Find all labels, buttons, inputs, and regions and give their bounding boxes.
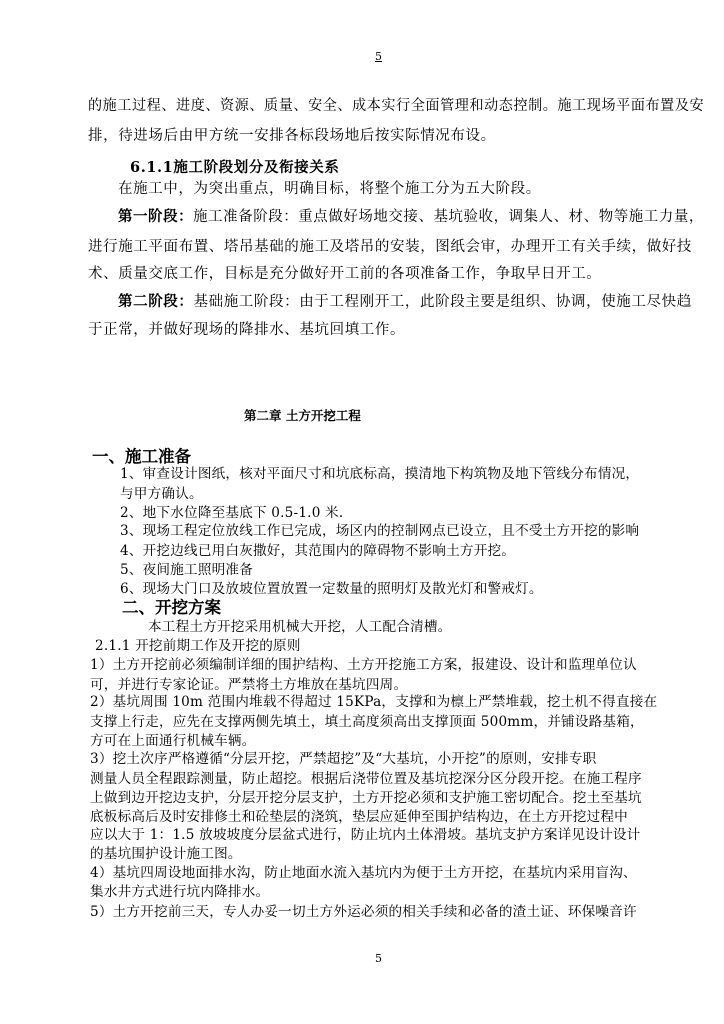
intro-line: 排，待进场后由甲方统一安排各标段场地后按实际情况布设。 bbox=[88, 128, 496, 144]
prep-item: 2、地下水位降至基底下 0.5-1.0 米. bbox=[120, 505, 344, 521]
stage1-line: 术、质量交底工作，目标是充分做好开工前的各项准备工作，争取早日开工。 bbox=[88, 266, 602, 282]
rule-line: 4）基坑四周设地面排水沟，防止地面水流入基坑内为便于土方开挖，在基坑内采用盲沟、 bbox=[90, 865, 637, 881]
rule-line: 集水井方式进行坑内降排水。 bbox=[90, 884, 270, 900]
prep-item: 5、夜间施工照明准备 bbox=[120, 562, 253, 578]
prep-item: 3、现场工程定位放线工作已完成，场区内的控制网点已设立，且不受土方开挖的影响 bbox=[120, 523, 640, 539]
rule-line: 应以大于 1：1.5 放坡坡度分层盆式进行，防止坑内土体滑坡。基坑支护方案详见设计设计 bbox=[90, 827, 641, 843]
intro-line: 的施工过程、进度、资源、质量、安全、成本实行全面管理和动态控制。施工现场平面布置及安 bbox=[88, 98, 705, 114]
stage1-line bbox=[118, 205, 704, 226]
stage1-text: 施工准备阶段：重点做好场地交接、基坑验收，调集人、材、物等施工力量， bbox=[193, 209, 704, 225]
prep-item: 6、现场大门口及放坡位置放置一定数量的照明灯及散光灯和警戒灯。 bbox=[120, 581, 543, 597]
section-heading: 6.1.1施工阶段划分及衔接关系 bbox=[130, 159, 340, 176]
rule-line: 5）土方开挖前三天，专人办妥一切土方外运必须的相关手续和必备的渣土证、环保噪音许 bbox=[90, 904, 637, 920]
section-heading: 一、施工准备 bbox=[92, 447, 191, 466]
rule-line: 的基坑围护设计施工图。 bbox=[90, 846, 242, 862]
rule-line: 测量人员全程跟踪测量，防止超挖。根据后浇带位置及基坑挖深分区分段开挖。在施工程序 bbox=[90, 771, 642, 787]
sub-heading: 2.1.1 开挖前期工作及开挖的原则 bbox=[95, 638, 301, 654]
rule-line: 上做到边开挖边支护，分层开挖分层支护，土方开挖必须和支护施工密切配合。挖土至基坑 bbox=[90, 790, 642, 806]
section-heading: 二、开挖方案 bbox=[122, 598, 221, 617]
stage2-text: 基础施工阶段：由于工程刚开工，此阶段主要是组织、协调，使施工尽快趋 bbox=[193, 294, 692, 310]
stage2-line: 于正常，并做好现场的降排水、基坑回填工作。 bbox=[88, 322, 406, 338]
prep-item: 4、开挖边线已用白灰撒好，其范围内的障碍物不影响土方开挖。 bbox=[120, 543, 516, 559]
paragraph: 在施工中，为突出重点，明确目标，将整个施工分为五大阶段。 bbox=[118, 181, 541, 197]
chapter-title: 第二章 土方开挖工程 bbox=[244, 408, 361, 423]
rule-line: 底板标高后及时安排修土和砼垫层的浇筑，垫层应延伸至围护结构边，在土方开挖过程中 bbox=[90, 809, 628, 825]
rule-line: 方可在上面通行机械车辆。 bbox=[90, 733, 256, 749]
page-number-top: 5 bbox=[375, 50, 382, 63]
rule-line: 2）基坑周围 10m 范围内堆载不得超过 15KPa，支撑和为檩上严禁堆载，挖土机不得直接在 bbox=[90, 694, 658, 710]
prep-item: 1、审查设计图纸，核对平面尺寸和坑底标高，摸清地下构筑物及地下管线分布情况， bbox=[120, 466, 640, 482]
page-number-bottom: 5 bbox=[375, 952, 382, 965]
paragraph: 本工程土方开挖采用机械大开挖，人工配合清槽。 bbox=[148, 619, 452, 635]
rule-line: 3）挖土次序严格遵循“分层开挖，严禁超挖”及“大基坑，小开挖”的原则，安排专职 bbox=[90, 751, 597, 767]
rule-line: 支撑上行走，应先在支撑两侧先填土，填土高度须高出支撑顶面 500mm，并铺设路基箱， bbox=[90, 714, 644, 730]
stage2-line bbox=[118, 290, 692, 311]
stage1-label: 第一阶段： bbox=[118, 208, 194, 225]
rule-line: 可，并进行专家论证。严禁将土方堆放在基坑四周。 bbox=[90, 677, 408, 693]
stage1-line: 进行施工平面布置、塔吊基础的施工及塔吊的安装，图纸会审，办理开工有关手续，做好技 bbox=[88, 239, 692, 255]
rule-line: 1）土方开挖前必须编制详细的围护结构、土方开挖施工方案，报建设、设计和监理单位认 bbox=[90, 657, 637, 673]
stage2-label: 第二阶段： bbox=[118, 293, 194, 310]
prep-item: 与甲方确认。 bbox=[120, 486, 203, 502]
